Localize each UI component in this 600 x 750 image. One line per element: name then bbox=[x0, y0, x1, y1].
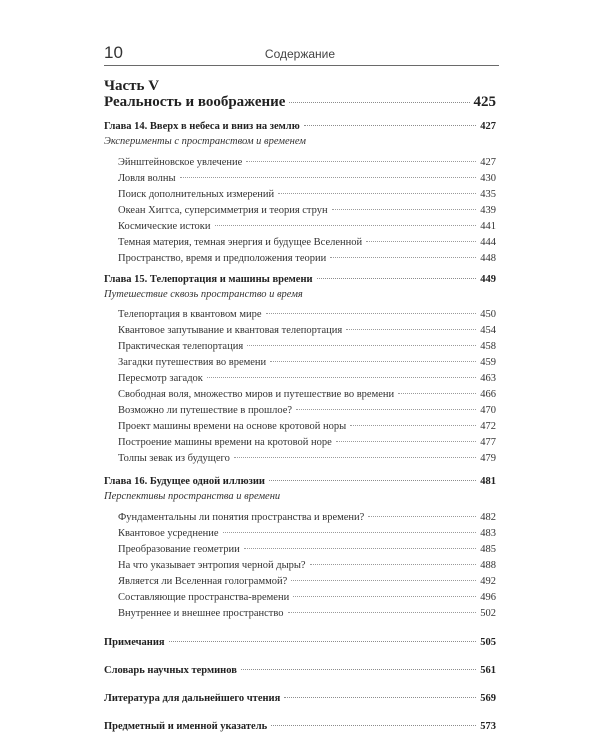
toc-back-matter-glossary[interactable] bbox=[104, 665, 496, 676]
dot-leader bbox=[398, 393, 476, 394]
dot-leader bbox=[223, 532, 477, 533]
section-page: 483 bbox=[480, 528, 496, 539]
section-page: 470 bbox=[480, 405, 496, 416]
section-page: 492 bbox=[480, 576, 496, 587]
section-title: Темная материя, темная энергия и будущее Вселенной bbox=[118, 237, 363, 248]
toc-section[interactable] bbox=[118, 389, 496, 400]
section-page: 502 bbox=[480, 608, 496, 619]
section-page: 435 bbox=[480, 189, 496, 200]
dot-leader bbox=[293, 596, 476, 597]
toc-back-matter-notes[interactable] bbox=[104, 637, 496, 648]
entry-page: 569 bbox=[480, 693, 496, 704]
section-page: 444 bbox=[480, 237, 496, 248]
toc-section[interactable] bbox=[118, 221, 496, 232]
toc-section[interactable] bbox=[118, 528, 496, 539]
toc-back-matter-reading[interactable] bbox=[104, 693, 496, 704]
section-title: Внутреннее и внешнее пространство bbox=[118, 608, 284, 619]
section-title: На что указывает энтропия черной дыры? bbox=[118, 560, 306, 571]
section-title: Загадки путешествия во времени bbox=[118, 357, 267, 368]
section-page: 485 bbox=[480, 544, 496, 555]
toc-chapter-16[interactable] bbox=[104, 476, 496, 487]
chapter-subtitle: Путешествие сквозь пространство и время bbox=[104, 289, 303, 300]
section-page: 458 bbox=[480, 341, 496, 352]
section-page: 482 bbox=[480, 512, 496, 523]
toc-section[interactable] bbox=[118, 237, 496, 248]
entry-page: 573 bbox=[480, 721, 496, 732]
chapter-title: Глава 14. Вверх в небеса и вниз на землю bbox=[104, 121, 300, 132]
toc-section[interactable] bbox=[118, 253, 496, 264]
entry-title: Предметный и именной указатель bbox=[104, 721, 268, 732]
section-page: 479 bbox=[480, 453, 496, 464]
chapter-subtitle: Эксперименты с пространством и временем bbox=[104, 136, 306, 147]
chapter-title: Глава 16. Будущее одной иллюзии bbox=[104, 476, 265, 487]
toc-section[interactable] bbox=[118, 325, 496, 336]
section-title: Квантовое усреднение bbox=[118, 528, 219, 539]
section-title: Космические истоки bbox=[118, 221, 211, 232]
dot-leader bbox=[269, 480, 476, 481]
section-title: Преобразование геометрии bbox=[118, 544, 240, 555]
dot-leader bbox=[169, 641, 477, 642]
dot-leader bbox=[336, 441, 476, 442]
dot-leader bbox=[207, 377, 476, 378]
dot-leader bbox=[266, 313, 477, 314]
toc-section[interactable] bbox=[118, 189, 496, 200]
toc-section[interactable] bbox=[118, 544, 496, 555]
toc-section[interactable] bbox=[118, 173, 496, 184]
dot-leader bbox=[288, 612, 477, 613]
toc-section[interactable] bbox=[118, 405, 496, 416]
dot-leader bbox=[346, 329, 476, 330]
entry-title: Словарь научных терминов bbox=[104, 665, 237, 676]
dot-leader bbox=[278, 193, 476, 194]
toc-section[interactable] bbox=[118, 608, 496, 619]
running-header-title: Содержание bbox=[264, 47, 336, 61]
dot-leader bbox=[284, 697, 476, 698]
section-page: 472 bbox=[480, 421, 496, 432]
dot-leader bbox=[296, 409, 476, 410]
section-title: Квантовое запутывание и квантовая телепортация bbox=[118, 325, 343, 336]
dot-leader bbox=[271, 725, 476, 726]
dot-leader bbox=[180, 177, 477, 178]
dot-leader bbox=[291, 580, 476, 581]
part-title: Реальность и воображение bbox=[104, 94, 286, 110]
section-page: 430 bbox=[480, 173, 496, 184]
toc-section[interactable] bbox=[118, 437, 496, 448]
dot-leader bbox=[366, 241, 476, 242]
section-page: 448 bbox=[480, 253, 496, 264]
toc-back-matter-index[interactable] bbox=[104, 721, 496, 732]
dot-leader bbox=[368, 516, 476, 517]
section-page: 496 bbox=[480, 592, 496, 603]
dot-leader bbox=[317, 278, 477, 279]
section-page: 441 bbox=[480, 221, 496, 232]
dot-leader bbox=[241, 669, 476, 670]
section-title: Составляющие пространства-времени bbox=[118, 592, 290, 603]
section-page: 439 bbox=[480, 205, 496, 216]
section-page: 459 bbox=[480, 357, 496, 368]
part-page: 425 bbox=[473, 94, 496, 110]
chapter-page: 449 bbox=[480, 274, 496, 285]
section-page: 466 bbox=[480, 389, 496, 400]
toc-section[interactable] bbox=[118, 453, 496, 464]
section-title: Проект машины времени на основе кротовой норы bbox=[118, 421, 347, 432]
toc-section[interactable] bbox=[118, 357, 496, 368]
entry-page: 505 bbox=[480, 637, 496, 648]
section-title: Свободная воля, множество миров и путешествие во времени bbox=[118, 389, 395, 400]
toc-part-entry[interactable] bbox=[104, 94, 496, 111]
toc-section[interactable] bbox=[118, 560, 496, 571]
toc-section[interactable] bbox=[118, 421, 496, 432]
section-title: Ловля волны bbox=[118, 173, 176, 184]
part-label: Часть V bbox=[104, 78, 160, 94]
toc-section[interactable] bbox=[118, 373, 496, 384]
toc-section[interactable] bbox=[118, 309, 496, 320]
section-page: 463 bbox=[480, 373, 496, 384]
chapter-title: Глава 15. Телепортация и машины времени bbox=[104, 274, 313, 285]
section-title: Является ли Вселенная голограммой? bbox=[118, 576, 288, 587]
dot-leader bbox=[234, 457, 476, 458]
section-title: Поиск дополнительных измерений bbox=[118, 189, 275, 200]
section-title: Пространство, время и предположения теории bbox=[118, 253, 327, 264]
toc-section[interactable] bbox=[118, 592, 496, 603]
page-number: 10 bbox=[104, 43, 123, 62]
section-page: 450 bbox=[480, 309, 496, 320]
section-title: Эйнштейновское увлечение bbox=[118, 157, 243, 168]
toc-section[interactable] bbox=[118, 157, 496, 168]
dot-leader bbox=[332, 209, 477, 210]
toc-chapter-15[interactable] bbox=[104, 274, 496, 285]
section-title: Телепортация в квантовом мире bbox=[118, 309, 262, 320]
dot-leader bbox=[246, 161, 476, 162]
chapter-subtitle: Перспективы пространства и времени bbox=[104, 491, 281, 502]
dot-leader bbox=[215, 225, 477, 226]
dot-leader bbox=[304, 125, 477, 126]
dot-leader bbox=[244, 548, 477, 549]
toc-section[interactable] bbox=[118, 341, 496, 352]
section-page: 427 bbox=[480, 157, 496, 168]
section-page: 454 bbox=[480, 325, 496, 336]
section-title: Возможно ли путешествие в прошлое? bbox=[118, 405, 293, 416]
toc-chapter-14[interactable] bbox=[104, 121, 496, 132]
section-page: 488 bbox=[480, 560, 496, 571]
dot-leader bbox=[270, 361, 476, 362]
section-title: Пересмотр загадок bbox=[118, 373, 203, 384]
section-title: Фундаментальны ли понятия пространства и времени? bbox=[118, 512, 365, 523]
toc-section[interactable] bbox=[118, 512, 496, 523]
entry-page: 561 bbox=[480, 665, 496, 676]
chapter-page: 427 bbox=[480, 121, 496, 132]
entry-title: Литература для дальнейшего чтения bbox=[104, 693, 281, 704]
entry-title: Примечания bbox=[104, 637, 165, 648]
toc-section[interactable] bbox=[118, 576, 496, 587]
dot-leader bbox=[247, 345, 476, 346]
toc-section[interactable] bbox=[118, 205, 496, 216]
header-divider bbox=[104, 65, 499, 66]
dot-leader bbox=[330, 257, 476, 258]
dot-leader bbox=[289, 102, 469, 103]
dot-leader bbox=[350, 425, 476, 426]
section-page: 477 bbox=[480, 437, 496, 448]
dot-leader bbox=[310, 564, 477, 565]
section-title: Практическая телепортация bbox=[118, 341, 244, 352]
section-title: Океан Хиггса, суперсимметрия и теория струн bbox=[118, 205, 328, 216]
chapter-page: 481 bbox=[480, 476, 496, 487]
section-title: Толпы зевак из будущего bbox=[118, 453, 230, 464]
section-title: Построение машины времени на кротовой норе bbox=[118, 437, 332, 448]
